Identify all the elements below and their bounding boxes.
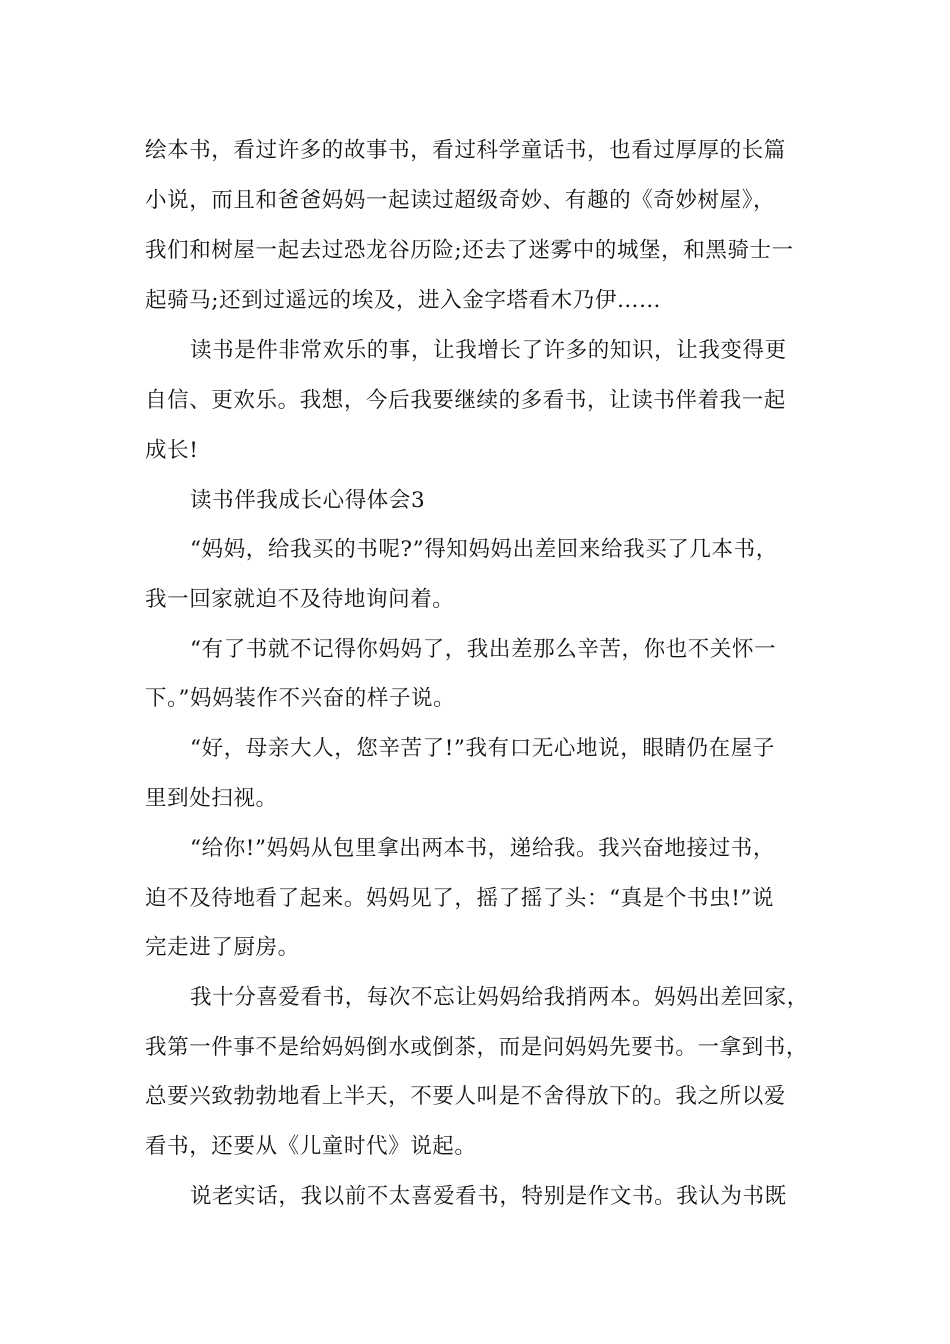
text-line: 我一回家就迫不及待地询问着。 xyxy=(145,587,455,612)
text-line: 绘本书，看过许多的故事书，看过科学童话书，也看过厚厚的长篇 xyxy=(145,138,786,163)
text-line: 我十分喜爱看书，每次不忘让妈妈给我捎两本。妈妈出差回家， xyxy=(190,985,809,1010)
text-line: 读书是件非常欢乐的事，让我增长了许多的知识，让我变得更 xyxy=(190,338,787,363)
text-line: 自信、更欢乐。我想，今后我要继续的多看书，让读书伴着我一起 xyxy=(145,388,786,413)
text-line: “给你!”妈妈从包里拿出两本书，递给我。我兴奋地接过书， xyxy=(190,836,775,861)
text-line: 完走进了厨房。 xyxy=(145,935,300,960)
text-line: “好，母亲大人，您辛苦了!”我有口无心地说，眼睛仍在屋子 xyxy=(190,736,775,761)
text-line: 看书，还要从《儿童时代》说起。 xyxy=(145,1134,477,1159)
text-line: “妈妈，给我买的书呢?”得知妈妈出差回来给我买了几本书， xyxy=(190,537,778,562)
text-line: 总要兴致勃勃地看上半天，不要人叫是不舍得放下的。我之所以爱 xyxy=(145,1084,786,1109)
text-line: 我第一件事不是给妈妈倒水或倒茶，而是问妈妈先要书。一拿到书， xyxy=(145,1035,809,1060)
section-heading: 读书伴我成长心得体会3 xyxy=(190,488,426,513)
text-line: 里到处扫视。 xyxy=(145,786,278,811)
text-line: 迫不及待地看了起来。妈妈见了，摇了摇了头：“真是个书虫!”说 xyxy=(145,886,775,911)
text-line: 我们和树屋一起去过恐龙谷历险;还去了迷雾中的城堡，和黑骑士一 xyxy=(145,238,794,263)
text-line: “有了书就不记得你妈妈了，我出差那么辛苦，你也不关怀一 xyxy=(190,637,777,662)
text-line: 小说，而且和爸爸妈妈一起读过超级奇妙、有趣的《奇妙树屋》， xyxy=(145,188,776,213)
text-line: 说老实话，我以前不太喜爱看书，特别是作文书。我认为书既 xyxy=(190,1184,787,1209)
text-line: 下。”妈妈装作不兴奋的样子说。 xyxy=(145,686,456,711)
text-line: 起骑马;还到过遥远的埃及，进入金字塔看木乃伊…… xyxy=(145,288,662,313)
text-line: 成长! xyxy=(145,438,199,463)
